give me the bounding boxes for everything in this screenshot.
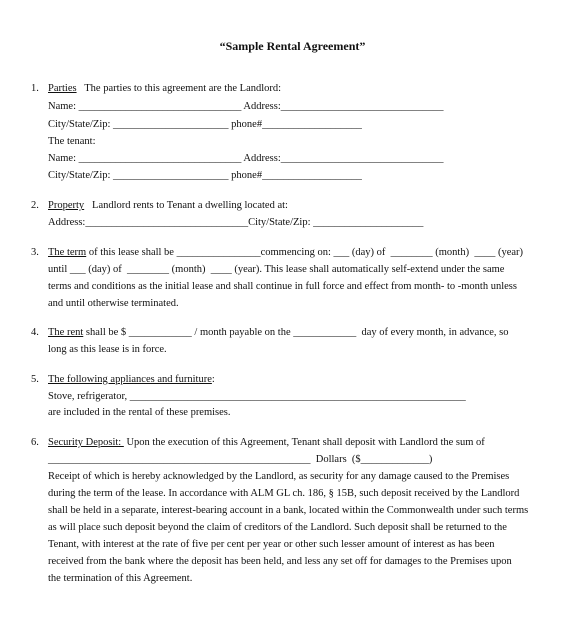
section-text: Upon the execution of this Agreement, Tenant shall deposit with Landlord the sum of xyxy=(123,437,485,448)
section-heading: Security Deposit: xyxy=(48,437,124,448)
section-heading-line xyxy=(48,82,281,96)
section-text-line: terms and conditions as the initial lease and shall continue in full force and effect from month- to -month unless xyxy=(48,281,517,292)
section-number: 5. xyxy=(31,374,39,385)
section-heading-line xyxy=(48,246,523,260)
section-heading: The following appliances and furniture xyxy=(48,374,212,385)
tenant-city-phone-line: City/State/Zip: ______________________ phone#___________________ xyxy=(48,170,362,181)
property-address-line: Address:_______________________________City/State/Zip: _____________________ xyxy=(48,217,424,228)
section-heading: The rent xyxy=(48,327,84,338)
section-number: 3. xyxy=(31,247,39,258)
section-text-line: __________________________________________________ Dollars ($_____________) xyxy=(48,454,433,465)
section-text-line: and until otherwise terminated. xyxy=(48,298,179,309)
tenant-label: The tenant: xyxy=(48,136,96,147)
section-text-line: shall be held in a separate, interest-bearing account in a bank, located within the Commonwealth under such terms xyxy=(48,505,529,516)
section-text: shall be $ ____________ / month payable on the ____________ day of every month, in advance, so xyxy=(83,327,509,338)
section-heading-line xyxy=(48,326,508,340)
section-number: 1. xyxy=(31,83,39,94)
section-intro: The parties to this agreement are the Landlord: xyxy=(76,83,282,94)
section-number: 6. xyxy=(31,437,39,448)
section-heading-line xyxy=(48,436,485,450)
section-heading: The term xyxy=(48,247,87,258)
section-number: 2. xyxy=(31,200,39,211)
document-title: “Sample Rental Agreement” xyxy=(219,39,366,53)
section-intro: Landlord rents to Tenant a dwelling located at: xyxy=(84,200,288,211)
section-text-line: the termination of this Agreement. xyxy=(48,573,193,584)
section-text-line: Stove, refrigerator, ________________________________________________________________ xyxy=(48,391,466,402)
section-text-line: Tenant, with interest at the rate of five per cent per year or other such lesser amount of interest as has been xyxy=(48,539,495,550)
section-number: 4. xyxy=(31,327,39,338)
section-text-line: long as this lease is in force. xyxy=(48,344,167,355)
landlord-city-phone-line: City/State/Zip: ______________________ phone#___________________ xyxy=(48,119,362,130)
section-text-line: Receipt of which is hereby acknowledged by the Landlord, as security for any damage caused to the Premises xyxy=(48,471,510,482)
section-heading: Parties xyxy=(48,83,77,94)
section-heading-colon: : xyxy=(211,374,215,385)
landlord-name-address-line: Name: _______________________________ Address:_______________________________ xyxy=(48,101,444,112)
section-text-line: during the term of the lease. In accordance with ALM GL ch. 186, § 15B, such deposit received by the Landlord xyxy=(48,488,520,499)
section-text-line: as will place such deposit beyond the claim of creditors of the Landlord. Such deposit shall be returned to the xyxy=(48,522,507,533)
section-heading-line xyxy=(48,199,288,213)
section-heading: Property xyxy=(48,200,85,211)
tenant-name-address-line: Name: _______________________________ Address:_______________________________ xyxy=(48,153,444,164)
section-text-line: until ___ (day) of ________ (month) ____ (year). This lease shall automatically self-extend under the same xyxy=(48,264,505,275)
section-text-line: are included in the rental of these premises. xyxy=(48,407,231,418)
section-text: of this lease shall be ________________commencing on: ___ (day) of ________ (month) ____ (year) xyxy=(86,247,524,258)
section-text-line: received from the bank where the deposit has been held, and less any set off for damages to the Premises upon xyxy=(48,556,512,567)
section-heading-line xyxy=(48,373,215,387)
